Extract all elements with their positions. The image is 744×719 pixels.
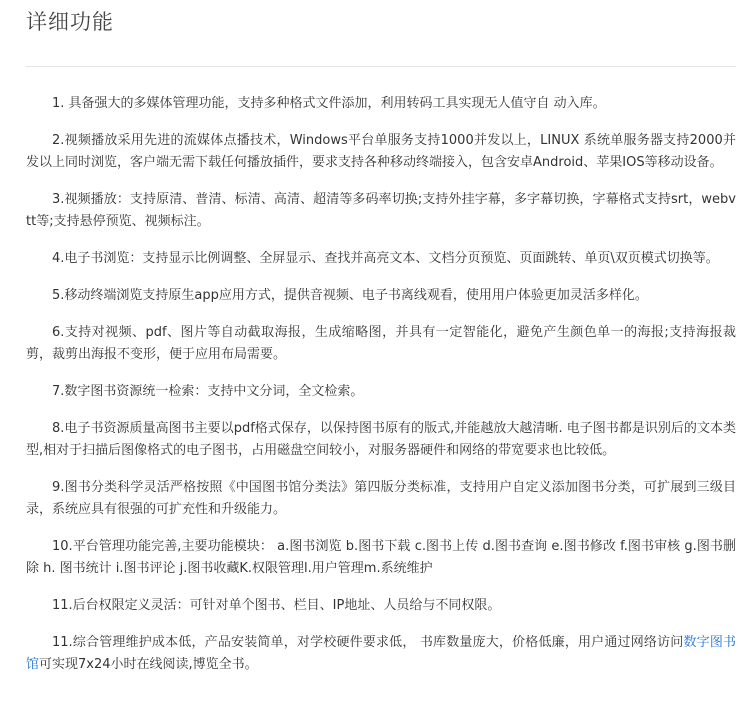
feature-paragraph-2: 2.视频播放采用先进的流媒体点播技术，Windows平台单服务支持1000并发以上，LINUX 系统单服务器支持2000并发以上同时浏览，客户端无需下载任何播放插件，要求支持各种移动终端接入，包含安卓Android、苹果IOS等移动设备。 [26, 133, 736, 170]
feature-paragraph-7: 7.数字图书资源统一检索：支持中文分词，全文检索。 [52, 384, 364, 399]
feature-paragraph-11: 11.后台权限定义灵活：可针对单个图书、栏目、IP地址、人员给与不同权限。 [52, 598, 501, 613]
feature-paragraph-4: 4.电子书浏览：支持显示比例调整、全屏显示、查找并高亮文本、文档分页预览、页面跳转、单页\双页模式切换等。 [52, 251, 719, 266]
feature-paragraph-10: 10.平台管理功能完善,主要功能模块： a.图书浏览 b.图书下载 c.图书上传 d.图书查询 e.图书修改 f.图书审核 g.图书删除 h. 图书统计 i.图书评论 j.图书收藏K.权限管理l.用户管理m.系统维护 [26, 539, 736, 576]
feature-paragraph-12 [26, 632, 736, 676]
feature-paragraph-9: 9.图书分类科学灵活严格按照《中国图书馆分类法》第四版分类标准，支持用户自定义添加图书分类，可扩展到三级目录，系统应具有很强的可扩充性和升级能力。 [26, 480, 736, 517]
feature-paragraph-3: 3.视频播放：支持原清、普清、标清、高清、超清等多码率切换;支持外挂字幕，多字幕切换，字幕格式支持srt，webvtt等;支持悬停预览、视频标注。 [26, 192, 736, 229]
feature-paragraph-6: 6.支持对视频、pdf、图片等自动截取海报，生成缩略图，并具有一定智能化，避免产生颜色单一的海报;支持海报裁剪，裁剪出海报不变形，便于应用布局需要。 [26, 325, 736, 362]
feature-paragraph-1: 1. 具备强大的多媒体管理功能，支持多种格式文件添加，利用转码工具实现无人值守自 动入库。 [52, 96, 606, 111]
paragraph-text-before-link: 11.综合管理维护成本低，产品安装简单，对学校硬件要求低， 书库数量庞大，价格低廉，用户通过网络访问 [52, 635, 684, 650]
feature-list [26, 93, 736, 676]
divider [26, 66, 736, 67]
page-title: 详细功能 [26, 10, 114, 34]
digital-library-link[interactable]: 数字图书馆 [26, 635, 736, 672]
feature-paragraph-8: 8.电子书资源质量高图书主要以pdf格式保存，以保持图书原有的版式,并能越放大越清晰. 电子图书都是识别后的文本类型,相对于扫描后图像格式的电子图书，占用磁盘空间较小，对服务器硬件和网络的带宽要求也比较低。 [26, 421, 736, 458]
paragraph-text-after-link: 可实现7x24小时在线阅读,博览全书。 [39, 657, 258, 672]
feature-paragraph-5: 5.移动终端浏览支持原生app应用方式，提供音视频、电子书离线观看，使用用户体验更加灵活多样化。 [52, 288, 648, 303]
